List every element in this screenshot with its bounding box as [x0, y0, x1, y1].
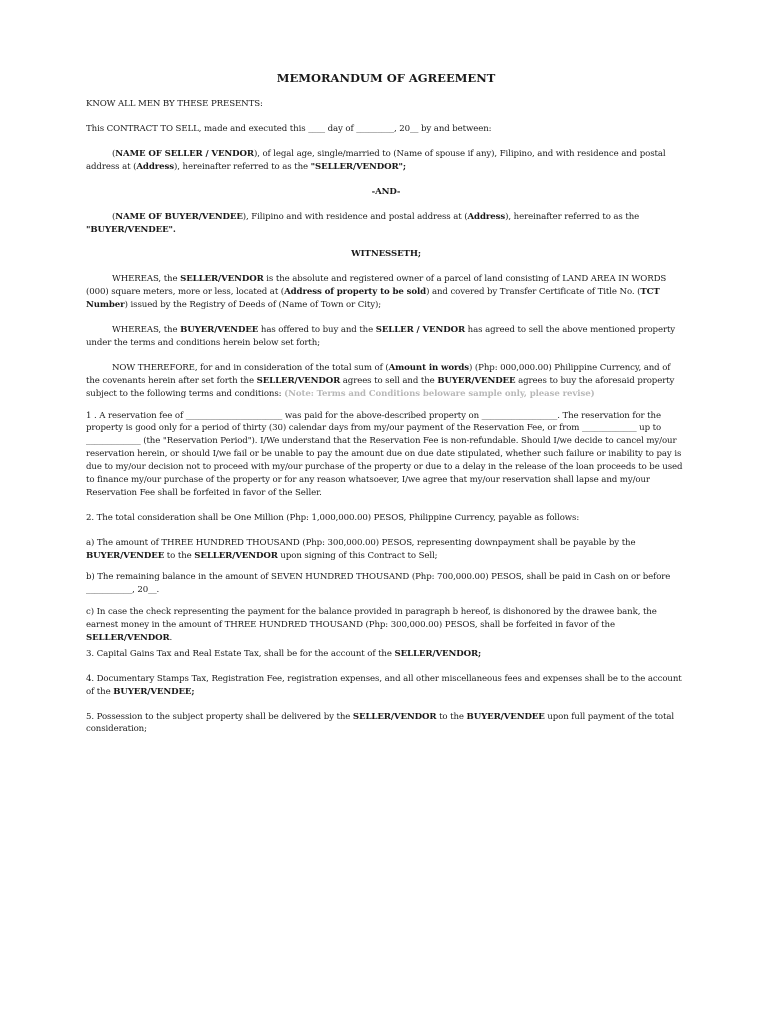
item-4-text-1: 4. Documentary Stamps Tax, Registration Fee, registration expenses, and all other miscellaneous fees and expenses shall be to the account of the — [86, 673, 682, 697]
item-4-documentary-stamps — [86, 673, 686, 699]
item-c-seller: SELLER/VENDOR — [86, 632, 170, 643]
item-5-seller: SELLER/VENDOR — [352, 711, 437, 722]
seller-text-2: ), hereinafter referred to as the — [174, 161, 311, 172]
intro-paragraph: This CONTRACT TO SELL, made and executed this ____ day of _________, 20__ by and between: — [86, 124, 492, 135]
item-5-possession — [86, 711, 686, 737]
whereas-1-text-4: ) issued by the Registry of Deeds of (Name of Town or City); — [124, 300, 382, 311]
item-3-text-1: 3. Capital Gains Tax and Real Estate Tax, shall be for the account of the — [86, 648, 395, 659]
item-3-capital-gains — [86, 648, 686, 661]
witnesseth-text: WITNESSETH; — [351, 249, 421, 260]
buyer-open-paren: ( — [112, 211, 116, 222]
now-therefore-buyer: BUYER/VENDEE — [437, 375, 516, 386]
buyer-text-2: ), hereinafter referred to as the — [505, 211, 640, 222]
now-therefore-text-2: ) (Php: 000,000.00) Philippine Currency, and of the covenants herein after set forth the — [86, 362, 671, 386]
whereas-2-text-2: has offered to buy and the — [258, 325, 376, 336]
and-text: -AND- — [371, 186, 401, 197]
item-4-buyer: BUYER/VENDEE; — [113, 686, 195, 697]
now-therefore-amount: Amount in words — [388, 362, 470, 373]
now-therefore-seller: SELLER/VENDOR — [256, 375, 341, 386]
item-5-text-1: 5. Possession to the subject property shall be delivered by the — [86, 711, 353, 722]
item-5-buyer: BUYER/VENDEE — [466, 711, 545, 722]
item-a-downpayment — [86, 537, 686, 563]
whereas-2-seller: SELLER / VENDOR — [375, 325, 466, 336]
whereas-1-paragraph — [86, 273, 686, 312]
seller-role: "SELLER/VENDOR"; — [310, 161, 406, 172]
whereas-2-text-1: WHEREAS, the — [112, 325, 181, 336]
document-page — [86, 70, 686, 748]
revision-note: (Note: Terms and Conditions beloware sample only, please revise) — [284, 388, 595, 399]
buyer-role: "BUYER/VENDEE". — [86, 224, 176, 235]
item-a-text-1: a) The amount of THREE HUNDRED THOUSAND (Php: 300,000.00) PESOS, representing downpayment shall be payable by the — [86, 537, 636, 548]
seller-paragraph — [86, 148, 686, 174]
whereas-1-text-1: WHEREAS, the — [112, 274, 181, 285]
whereas-2-buyer: BUYER/VENDEE — [180, 325, 259, 336]
item-a-text-2: to the — [164, 550, 195, 561]
item-a-text-3: upon signing of this Contract to Sell; — [277, 550, 438, 561]
know-all-line: KNOW ALL MEN BY THESE PRESENTS: — [86, 99, 263, 110]
whereas-1-tct: TCT Number — [86, 287, 660, 311]
item-2-total-consideration: 2. The total consideration shall be One Million (Php: 1,000,000.00) PESOS, Philippine Currency, payable as follows: — [86, 512, 580, 523]
item-c-dishonored-check — [86, 606, 686, 645]
whereas-1-seller: SELLER/VENDOR — [180, 274, 264, 285]
item-1-reservation-fee: 1 . A reservation fee of _______________________ was paid for the above-described property on __________________. The reservation for the property is good only for a period of thirty (30) calendar days from my/our payment of the Reservation Fee, or from _____________ up to _____________ (the "Reservation Period"). I/We understand that the Reservation Fee is non-refundable. Should I/we decide to cancel my/our reservation herein, or should I/we fail or be unable to pay the amount due on due date stipulated, whether such failure or inability to pay is due to my/our decision not to proceed with my/our purchase of the property or due to a delay in the release of the loan proceeds to be used to finance my/our purchase of the property or for any reason whatsoever, I/we agree that my/our reservation shall lapse and my/our Reservation Fee shall be forfeited in favor of the Seller. — [86, 410, 683, 498]
now-therefore-text-1: NOW THEREFORE, for and in consideration of the total sum of ( — [112, 362, 389, 373]
whereas-1-text-3: ) and covered by Transfer Certificate of Title No. ( — [426, 287, 641, 298]
whereas-2-paragraph — [86, 324, 686, 350]
now-therefore-paragraph — [86, 362, 686, 401]
item-5-text-3: upon full payment of the total consideration; — [86, 711, 675, 735]
whereas-2-text-3: has agreed to sell the above mentioned property under the terms and conditions herein below set forth; — [86, 325, 676, 348]
document-title: MEMORANDUM OF AGREEMENT — [276, 71, 496, 85]
item-c-text-1: c) In case the check representing the payment for the balance provided in paragraph b hereof, is dishonored by the drawee bank, the earnest money in the amount of THREE HUNDRED THOUSAND (Php: 300,000.00) PESOS, shall be forfeited in favor of the — [86, 607, 657, 631]
and-separator — [86, 186, 686, 199]
whereas-1-text-2: is the absolute and registered owner of a parcel of land consisting of LAND AREA IN WORDS (000) square meters, more or less, located at ( — [86, 274, 667, 298]
now-therefore-text-4: agrees to buy the aforesaid property subject to the following terms and conditions: — [86, 375, 675, 399]
item-a-buyer: BUYER/VENDEE — [86, 550, 165, 561]
buyer-paragraph — [86, 211, 686, 237]
seller-text-1: ), of legal age, single/married to (Name of spouse if any), Filipino, and with residence and postal address at ( — [86, 149, 666, 172]
item-5-text-2: to the — [436, 711, 467, 722]
item-a-seller: SELLER/VENDOR — [194, 550, 278, 561]
item-b-balance: b) The remaining balance in the amount of SEVEN HUNDRED THOUSAND (Php: 700,000.00) PESOS, shall be paid in Cash on or before ___________, 20__. — [86, 572, 671, 596]
item-3-seller: SELLER/VENDOR; — [394, 648, 482, 659]
witnesseth-heading — [86, 248, 686, 261]
buyer-text-1: ), Filipino and with residence and postal address at ( — [242, 211, 468, 222]
seller-name: NAME OF SELLER / VENDOR — [115, 149, 254, 160]
seller-address: Address — [136, 161, 175, 172]
buyer-address: Address — [467, 211, 506, 222]
whereas-1-address: Address of property to be sold — [284, 287, 427, 298]
item-c-text-2: . — [169, 632, 173, 643]
buyer-name: NAME OF BUYER/VENDEE — [115, 211, 243, 222]
seller-open-paren: ( — [112, 149, 116, 160]
now-therefore-text-3: agrees to sell and the — [340, 375, 438, 386]
